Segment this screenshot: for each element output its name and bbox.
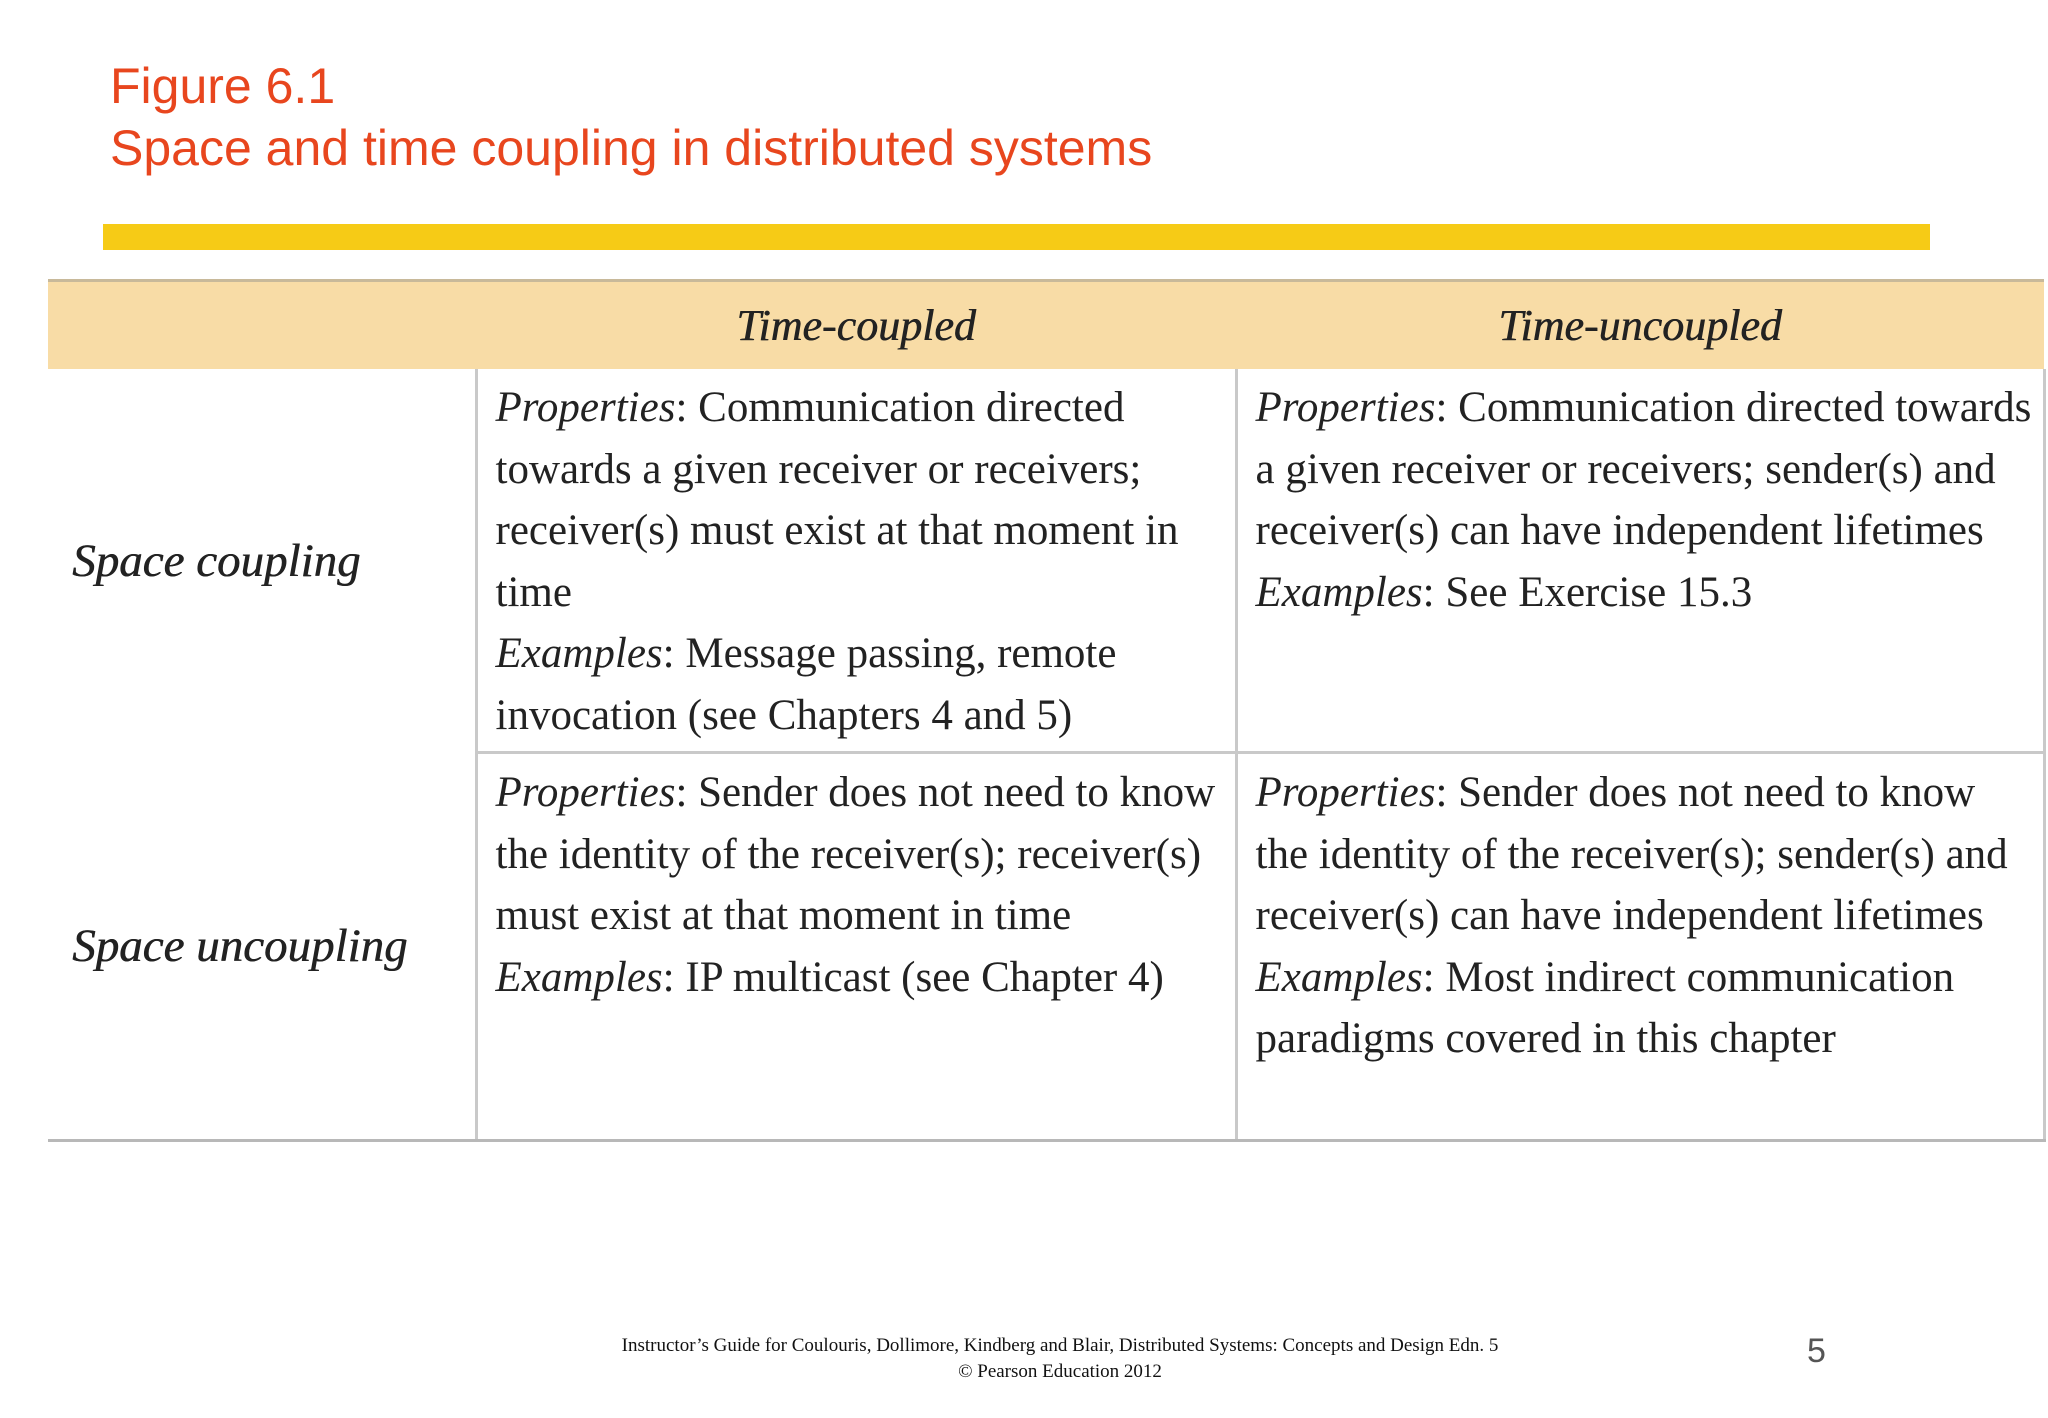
- table-row: [48, 369, 2044, 753]
- properties-label: Properties: [1255, 769, 1436, 816]
- table-row: [48, 753, 2044, 1141]
- accent-divider: [103, 224, 1930, 250]
- examples-paragraph: Examples: Most indirect communication paradigms covered in this chapter: [1255, 953, 1955, 1062]
- examples-paragraph: Examples: Message passing, remote invocation (see Chapters 4 and 5): [495, 630, 1117, 739]
- properties-label: Properties: [495, 384, 676, 431]
- properties-label: Properties: [495, 769, 676, 816]
- examples-text: Most indirect communication paradigms covered in this chapter: [1255, 953, 1955, 1062]
- examples-text: Message passing, remote invocation (see Chapters 4 and 5): [495, 630, 1117, 739]
- examples-label: Examples: [495, 953, 663, 1001]
- properties-paragraph: Properties: Sender does not need to know the identity of the receiver(s); sender(s) and receiver(s) can have independent lifetimes: [1255, 769, 2008, 939]
- properties-paragraph: Properties: Communication directed towards a given receiver or receivers; sender(s) and receiver(s) can have independent lifetimes: [1255, 384, 2032, 554]
- footer-citation: Instructor’s Guide for Coulouris, Dollimore, Kindberg and Blair, Distributed Systems: Concepts and Design Edn. 5: [621, 1335, 1499, 1356]
- examples-text: IP multicast (see Chapter 4): [685, 953, 1164, 1001]
- figure-title: [110, 55, 1152, 179]
- properties-paragraph: Properties: Sender does not need to know the identity of the receiver(s); receiver(s) must exist at that moment in time: [495, 769, 1216, 939]
- examples-label: Examples: [1255, 568, 1423, 616]
- properties-paragraph: Properties: Communication directed towards a given receiver or receivers; receiver(s) must exist at that moment in time: [495, 384, 1179, 616]
- header-corner: [48, 281, 476, 370]
- examples-label: Examples: [1255, 953, 1423, 1001]
- properties-text: Communication directed towards a given receiver or receivers; sender(s) and receiver(s) can have independent lifetimes: [1255, 384, 2032, 554]
- examples-paragraph: Examples: IP multicast (see Chapter 4): [495, 953, 1164, 1001]
- header-time-uncoupled: Time-uncoupled: [1236, 281, 2044, 370]
- figure-caption: Space and time coupling in distributed systems: [110, 120, 1153, 176]
- examples-paragraph: Examples: See Exercise 15.3: [1255, 568, 1753, 616]
- page-number: 5: [1807, 1332, 1826, 1370]
- header-time-coupled: Time-coupled: [476, 281, 1236, 370]
- cell-space-uncoupling-time-coupled: [476, 753, 1236, 1141]
- row-label-space-uncoupling: Space uncoupling: [48, 753, 476, 1141]
- properties-text: Communication directed towards a given receiver or receivers; receiver(s) must exist at that moment in time: [495, 384, 1179, 616]
- slide-footer: [540, 1333, 1580, 1385]
- figure-number: Figure 6.1: [110, 58, 336, 114]
- coupling-table: [48, 279, 2046, 1142]
- cell-space-coupling-time-uncoupled: [1236, 369, 2044, 753]
- cell-space-uncoupling-time-uncoupled: [1236, 753, 2044, 1141]
- table-header-row: [48, 281, 2044, 370]
- footer-copyright: © Pearson Education 2012: [958, 1361, 1162, 1382]
- properties-label: Properties: [1255, 384, 1436, 431]
- examples-label: Examples: [495, 630, 663, 677]
- properties-text: Sender does not need to know the identity of the receiver(s); receiver(s) must exist at that moment in time: [495, 769, 1216, 939]
- cell-space-coupling-time-coupled: [476, 369, 1236, 753]
- properties-text: Sender does not need to know the identity of the receiver(s); sender(s) and receiver(s) can have independent lifetimes: [1255, 769, 2008, 939]
- row-label-space-coupling: Space coupling: [72, 534, 361, 587]
- examples-text: See Exercise 15.3: [1445, 568, 1753, 616]
